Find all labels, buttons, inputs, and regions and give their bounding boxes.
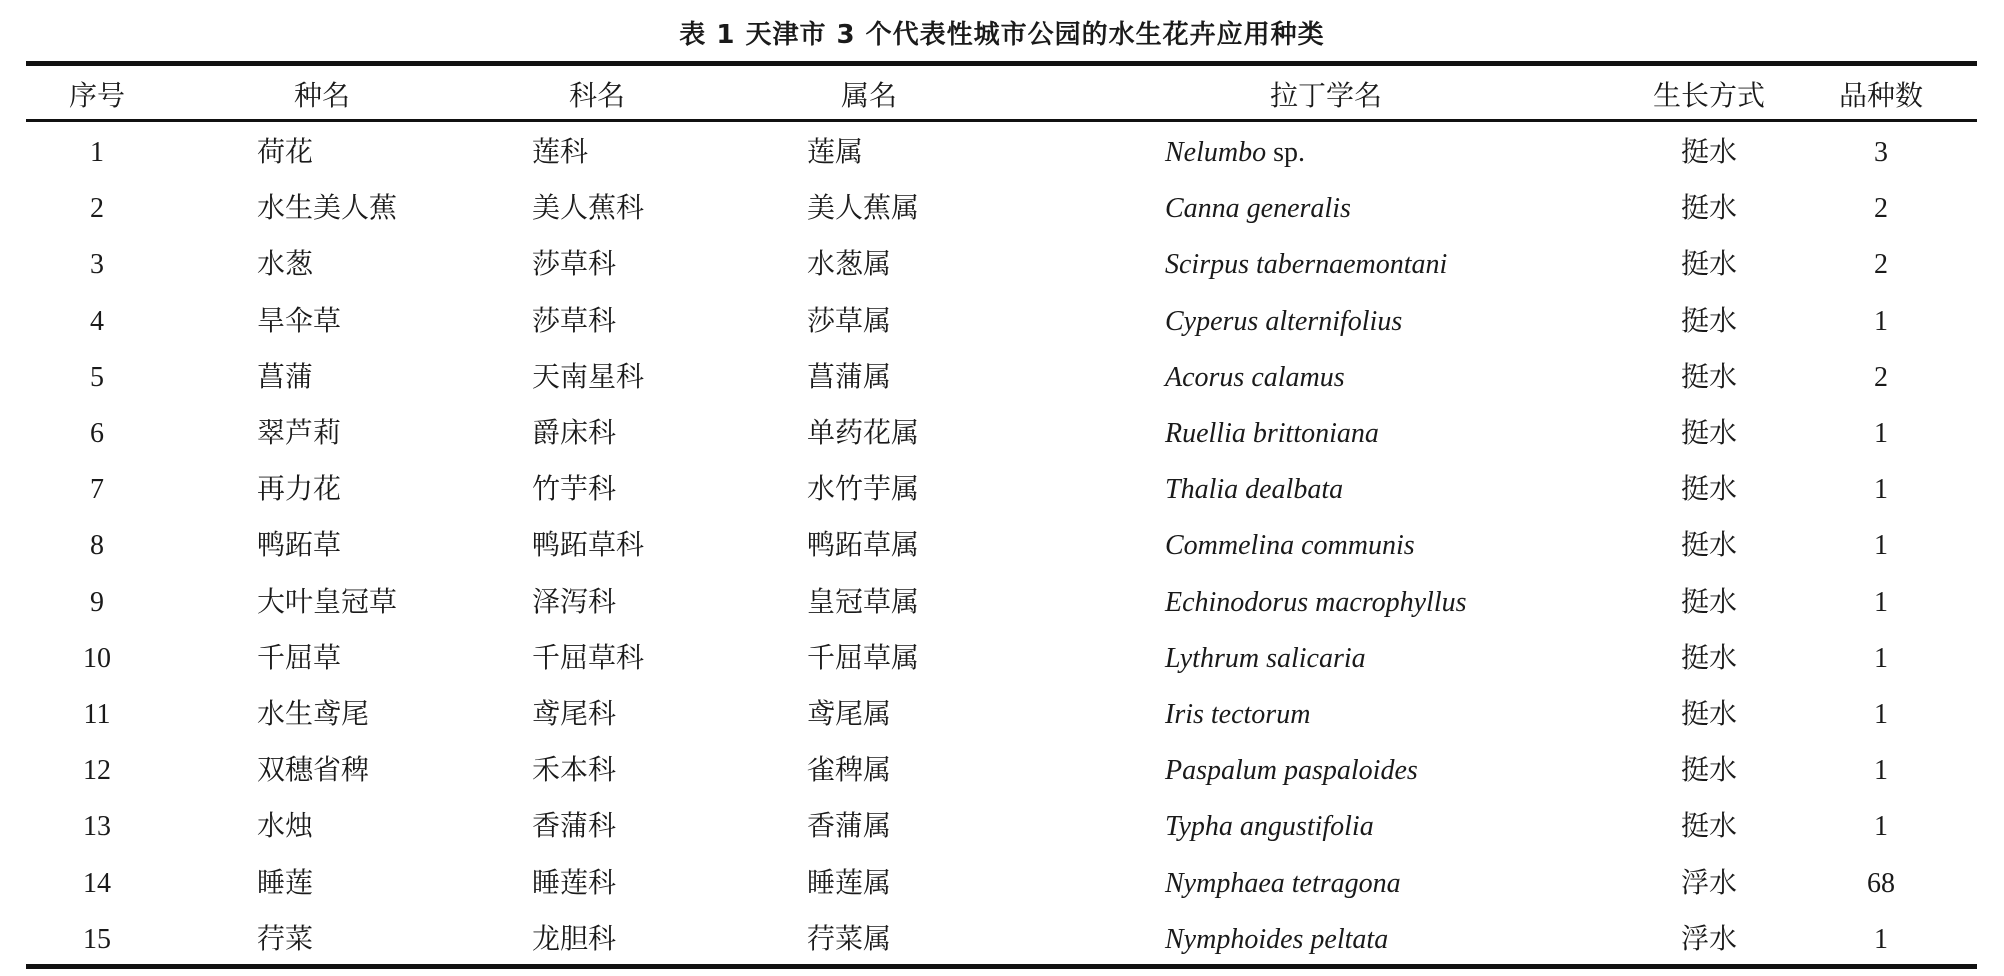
top-rule [26,61,1977,66]
row-index: 7 [90,474,104,506]
latin-genus-species: Nymphoides peltata [1165,923,1389,955]
latin-genus-species: Canna generalis [1165,193,1351,225]
row-index: 6 [90,418,104,449]
growth-form: 挺水 [1680,755,1738,787]
latin-name [1165,687,1310,743]
latin-name [1165,912,1388,968]
genus-name: 千屈草属 [807,642,920,674]
species-name: 鸭跖草 [257,530,342,562]
table-row [0,912,2004,968]
latin-name [1165,294,1402,350]
genus-name: 荇菜属 [807,923,892,955]
variety-count: 2 [1874,249,1888,281]
variety-count: 1 [1874,418,1888,449]
variety-count: 1 [1874,755,1888,787]
family-name: 爵床科 [532,418,617,449]
genus-name: 水竹芋属 [807,474,920,506]
growth-form: 浮水 [1680,923,1738,955]
latin-name [1165,631,1366,687]
growth-form: 挺水 [1680,418,1738,449]
latin-genus-species: Scirpus tabernaemontani [1165,249,1448,281]
species-name: 旱伞草 [257,305,342,337]
species-name: 荷花 [257,137,314,168]
latin-name [1165,350,1345,406]
variety-count: 1 [1874,811,1888,843]
family-name: 竹芋科 [532,474,617,506]
growth-form: 挺水 [1680,699,1738,730]
row-index: 13 [83,811,111,843]
genus-name: 鸢尾属 [807,699,892,730]
latin-genus-species: Nymphaea tetragona [1165,867,1401,899]
table-row [0,406,2004,462]
species-name: 菖蒲 [257,361,314,393]
variety-count: 1 [1874,305,1888,337]
family-name: 龙胆科 [532,923,617,955]
latin-suffix: sp. [1266,137,1306,168]
genus-name: 菖蒲属 [807,361,892,393]
row-index: 4 [90,305,104,337]
row-index: 15 [83,923,111,955]
family-name: 天南星科 [532,361,645,393]
latin-name [1165,743,1418,799]
table-title: 表 1 天津市 3 个代表性城市公园的水生花卉应用种类 [679,20,1325,50]
table-row [0,799,2004,855]
latin-name [1165,237,1447,293]
latin-genus-species: Iris tectorum [1165,699,1311,730]
variety-count: 2 [1874,193,1888,225]
species-name: 水烛 [257,811,314,843]
table-row [0,462,2004,518]
family-name: 泽泻科 [532,586,617,618]
header-latin: 拉丁学名 [1269,81,1383,112]
latin-genus-species: Typha angustifolia [1165,811,1374,843]
header-family: 科名 [568,81,626,112]
table-row [0,350,2004,406]
header-count: 品种数 [1838,81,1924,112]
variety-count: 2 [1874,361,1888,393]
latin-genus-species: Ruellia brittoniana [1165,418,1379,449]
family-name: 睡莲科 [532,867,617,899]
species-name: 双穗省稗 [257,755,370,787]
genus-name: 美人蕉属 [807,193,920,225]
species-name: 千屈草 [257,642,342,674]
family-name: 鸢尾科 [532,699,617,730]
row-index: 5 [90,361,104,393]
latin-genus-species: Commelina communis [1165,530,1415,562]
family-name: 千屈草科 [532,642,645,674]
genus-name: 皇冠草属 [807,586,920,618]
species-name: 水葱 [257,249,314,281]
variety-count: 1 [1874,923,1888,955]
table-header-row [0,69,2004,125]
growth-form: 挺水 [1680,305,1738,337]
growth-form: 挺水 [1680,361,1738,393]
variety-count: 1 [1874,642,1888,674]
table-row [0,294,2004,350]
header-growth: 生长方式 [1652,81,1766,112]
growth-form: 挺水 [1680,474,1738,506]
table-row [0,518,2004,574]
latin-genus-species: Cyperus alternifolius [1165,305,1403,337]
species-name: 翠芦莉 [257,418,342,449]
genus-name: 水葱属 [807,249,892,281]
variety-count: 1 [1874,586,1888,618]
latin-name [1165,856,1401,912]
latin-genus-species: Paspalum paspaloides [1165,755,1418,787]
genus-name: 单药花属 [807,418,920,449]
genus-name: 睡莲属 [807,867,892,899]
table-row [0,743,2004,799]
row-index: 12 [83,755,111,787]
latin-genus-species: Acorus calamus [1165,361,1345,393]
family-name: 鸭跖草科 [532,530,645,562]
table-row [0,181,2004,237]
species-name: 再力花 [257,474,342,506]
species-name: 水生美人蕉 [257,193,398,225]
latin-name [1165,575,1467,631]
family-name: 美人蕉科 [532,193,645,225]
family-name: 莲科 [532,137,589,168]
table-row [0,125,2004,181]
growth-form: 挺水 [1680,137,1738,168]
header-genus: 属名 [840,81,898,112]
latin-name [1165,406,1379,462]
latin-name [1165,462,1343,518]
variety-count: 1 [1874,474,1888,506]
species-name: 睡莲 [257,867,314,899]
latin-name [1165,181,1351,237]
latin-genus-species: Lythrum salicaria [1165,642,1366,674]
growth-form: 挺水 [1680,249,1738,281]
variety-count: 3 [1874,137,1888,168]
latin-name [1165,799,1374,855]
row-index: 11 [83,699,111,730]
table-row [0,575,2004,631]
latin-genus-species: Thalia dealbata [1165,474,1344,506]
table-row [0,237,2004,293]
family-name: 禾本科 [532,755,617,787]
growth-form: 挺水 [1680,193,1738,225]
row-index: 8 [90,530,104,562]
genus-name: 雀稗属 [807,755,892,787]
row-index: 1 [90,137,104,168]
family-name: 香蒲科 [532,811,617,843]
species-name: 荇菜 [257,923,314,955]
genus-name: 香蒲属 [807,811,892,843]
family-name: 莎草科 [532,249,617,281]
variety-count: 1 [1874,530,1888,562]
genus-name: 莎草属 [807,305,892,337]
variety-count: 68 [1867,867,1895,899]
variety-count: 1 [1874,699,1888,730]
bottom-rule [26,964,1977,969]
row-index: 2 [90,193,104,225]
species-name: 水生鸢尾 [257,699,370,730]
growth-form: 挺水 [1680,642,1738,674]
latin-genus-species: Echinodorus macrophyllus [1165,586,1467,618]
row-index: 9 [90,586,104,618]
genus-name: 鸭跖草属 [807,530,920,562]
header-species: 种名 [293,81,351,112]
header-index: 序号 [68,81,126,112]
genus-name: 莲属 [807,137,864,168]
latin-name [1165,518,1415,574]
table-row [0,631,2004,687]
latin-name [1165,125,1305,181]
growth-form: 挺水 [1680,811,1738,843]
growth-form: 挺水 [1680,530,1738,562]
row-index: 10 [83,642,111,674]
table-row [0,687,2004,743]
growth-form: 浮水 [1680,867,1738,899]
family-name: 莎草科 [532,305,617,337]
header-rule [26,119,1977,122]
row-index: 3 [90,249,104,281]
growth-form: 挺水 [1680,586,1738,618]
latin-genus-species: Nelumbo [1165,137,1267,168]
row-index: 14 [83,867,111,899]
species-name: 大叶皇冠草 [257,586,398,618]
table-row [0,856,2004,912]
